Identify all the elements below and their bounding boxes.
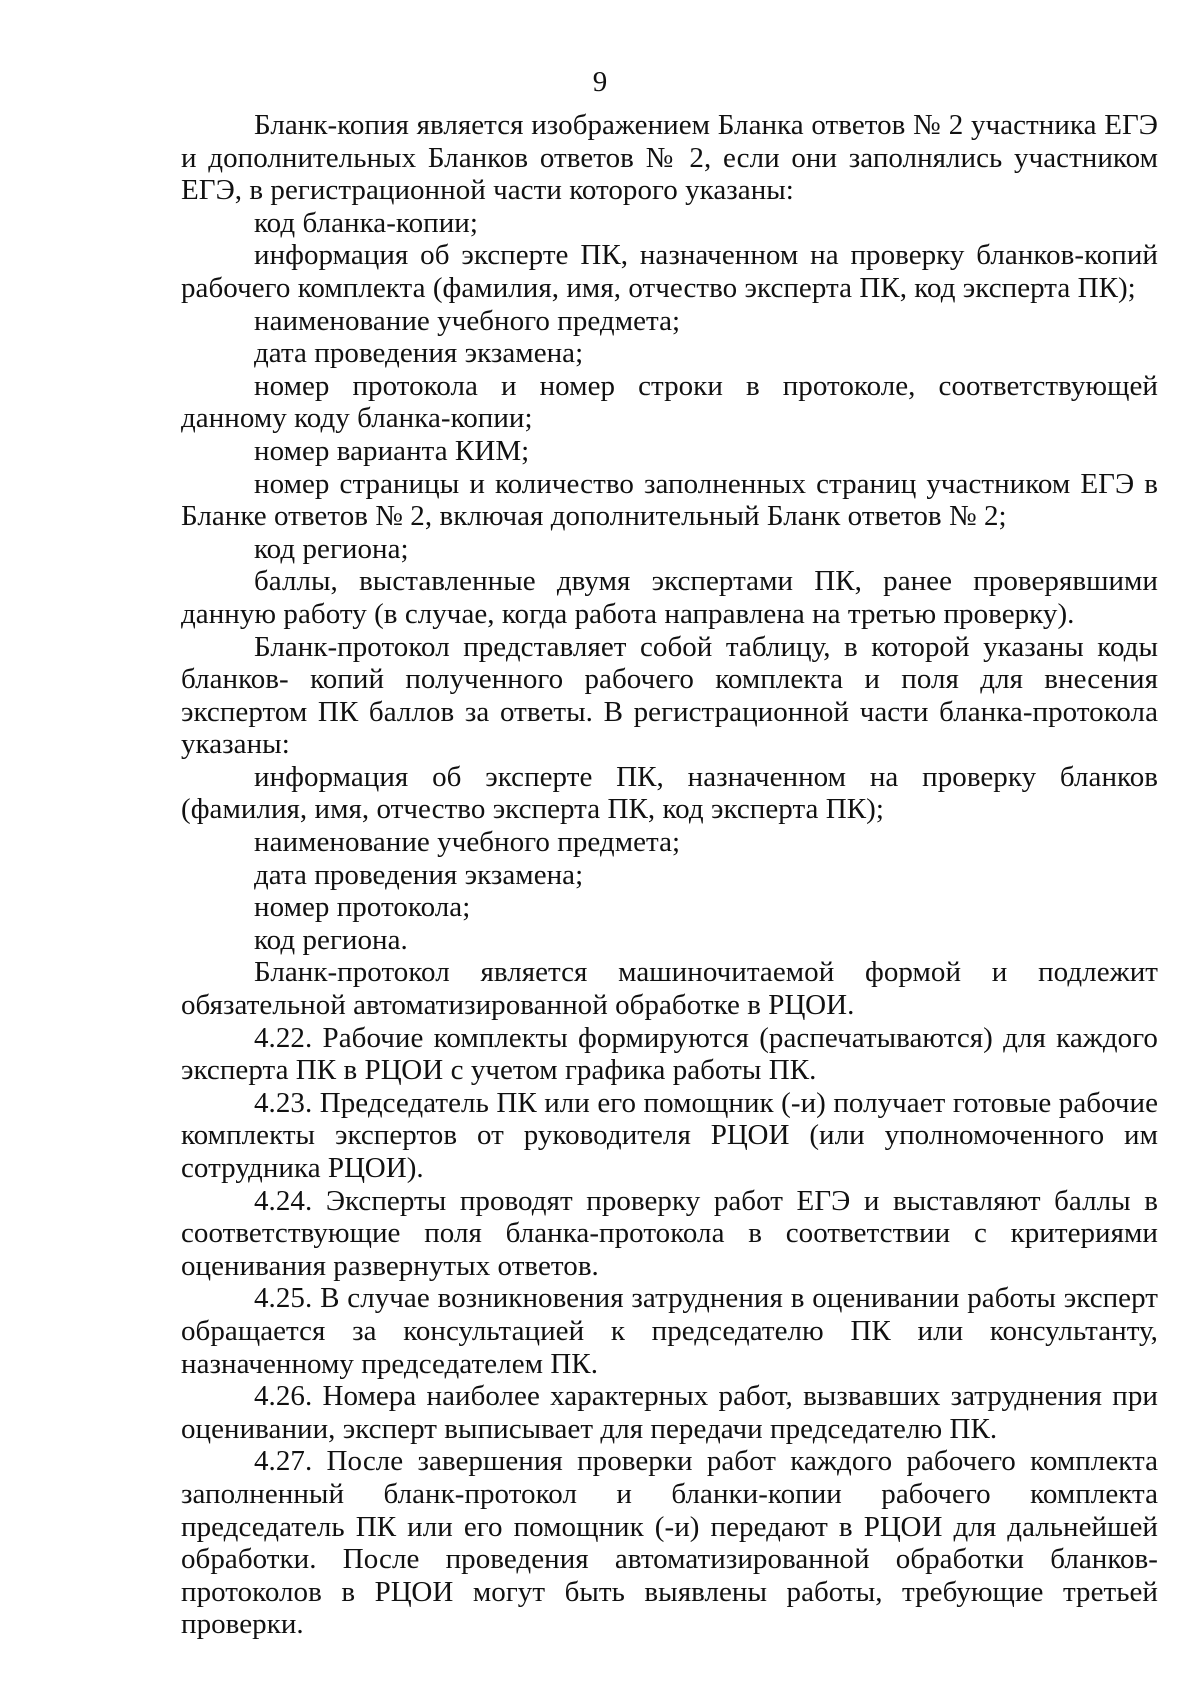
list-item-expert-info: информация об эксперте ПК, назначенном на проверку бланков-копий рабочего комплекта (фамилия, имя, отчество эксперта ПК, код эксперта ПК);: [181, 239, 1158, 304]
list-item-page-count: номер страницы и количество заполненных страниц участником ЕГЭ в Бланке ответов № 2, включая дополнительный Бланк ответов № 2;: [181, 467, 1158, 533]
list-item-protocol-date: дата проведения экзамена;: [254, 858, 584, 891]
list-item-protocol-number: номер протокола;: [254, 891, 471, 924]
list-item-protocol-expert-info: информация об эксперте ПК, назначенном на проверку бланков (фамилия, имя, отчество эксперта ПК, код эксперта ПК);: [181, 760, 1158, 826]
clause-4-25: 4.25. В случае возникновения затруднения в оценивании работы эксперт обращается за консультацией к председателю ПК или консультанту, назначенному председателем ПК.: [181, 1282, 1158, 1380]
clause-4-24: 4.24. Эксперты проводят проверку работ ЕГЭ и выставляют баллы в соответствующие поля бланка-протокола в соответствии с критериями оценивания развернутых ответов.: [181, 1184, 1158, 1282]
list-item-copy-code: код бланка-копии;: [254, 206, 478, 239]
list-item-protocol-subject: наименование учебного предмета;: [254, 826, 681, 859]
clause-4-26: 4.26. Номера наиболее характерных работ, вызвавших затруднения при оценивании, эксперт выписывает для передачи председателю ПК.: [181, 1380, 1158, 1445]
clause-4-22: 4.22. Рабочие комплекты формируются (распечатываются) для каждого эксперта ПК в РЦОИ с учетом графика работы ПК.: [181, 1021, 1158, 1087]
list-item-region-code: код региона;: [254, 532, 409, 565]
document-body: [181, 109, 1158, 1641]
page-number: 9: [592, 66, 608, 98]
clause-4-23: 4.23. Председатель ПК или его помощник (-и) получает готовые рабочие комплекты экспертов от руководителя РЦОИ (или уполномоченного им сотрудника РЦОИ).: [181, 1086, 1158, 1184]
paragraph-protocol-description: Бланк-протокол представляет собой таблицу, в которой указаны коды бланков- копий полученного рабочего комплекта и поля для внесения экспертом ПК баллов за ответы. В регистрационной части бланка-протокола указаны:: [181, 630, 1158, 761]
list-item-exam-date: дата проведения экзамена;: [254, 337, 584, 370]
list-item-previous-scores: баллы, выставленные двумя экспертами ПК, ранее проверявшими данную работу (в случае, когда работа направлена на третью проверку).: [181, 565, 1158, 630]
paragraph-blank-copy-description: Бланк-копия является изображением Бланка ответов № 2 участника ЕГЭ и дополнительных Бланков ответов № 2, если они заполнялись участником ЕГЭ, в регистрационной части которого указаны:: [181, 109, 1158, 207]
paragraph-machine-readable: Бланк-протокол является машиночитаемой формой и подлежит обязательной автоматизированной обработке в РЦОИ.: [181, 956, 1158, 1022]
list-item-protocol-region: код региона.: [254, 923, 408, 956]
list-item-subject-name: наименование учебного предмета;: [254, 304, 681, 337]
list-item-kim-variant: номер варианта КИМ;: [254, 434, 530, 467]
list-item-protocol-row: номер протокола и номер строки в протоколе, соответствующей данному коду бланка-копии;: [181, 369, 1158, 435]
clause-4-27: 4.27. После завершения проверки работ каждого рабочего комплекта заполненный бланк-протокол и бланки-копии рабочего комплекта председатель ПК или его помощник (-и) передают в РЦОИ для дальнейшей обработки. После проведения автоматизированной обработки бланков-протоколов в РЦОИ могут быть выявлены работы, требующие третьей проверки.: [181, 1445, 1158, 1641]
